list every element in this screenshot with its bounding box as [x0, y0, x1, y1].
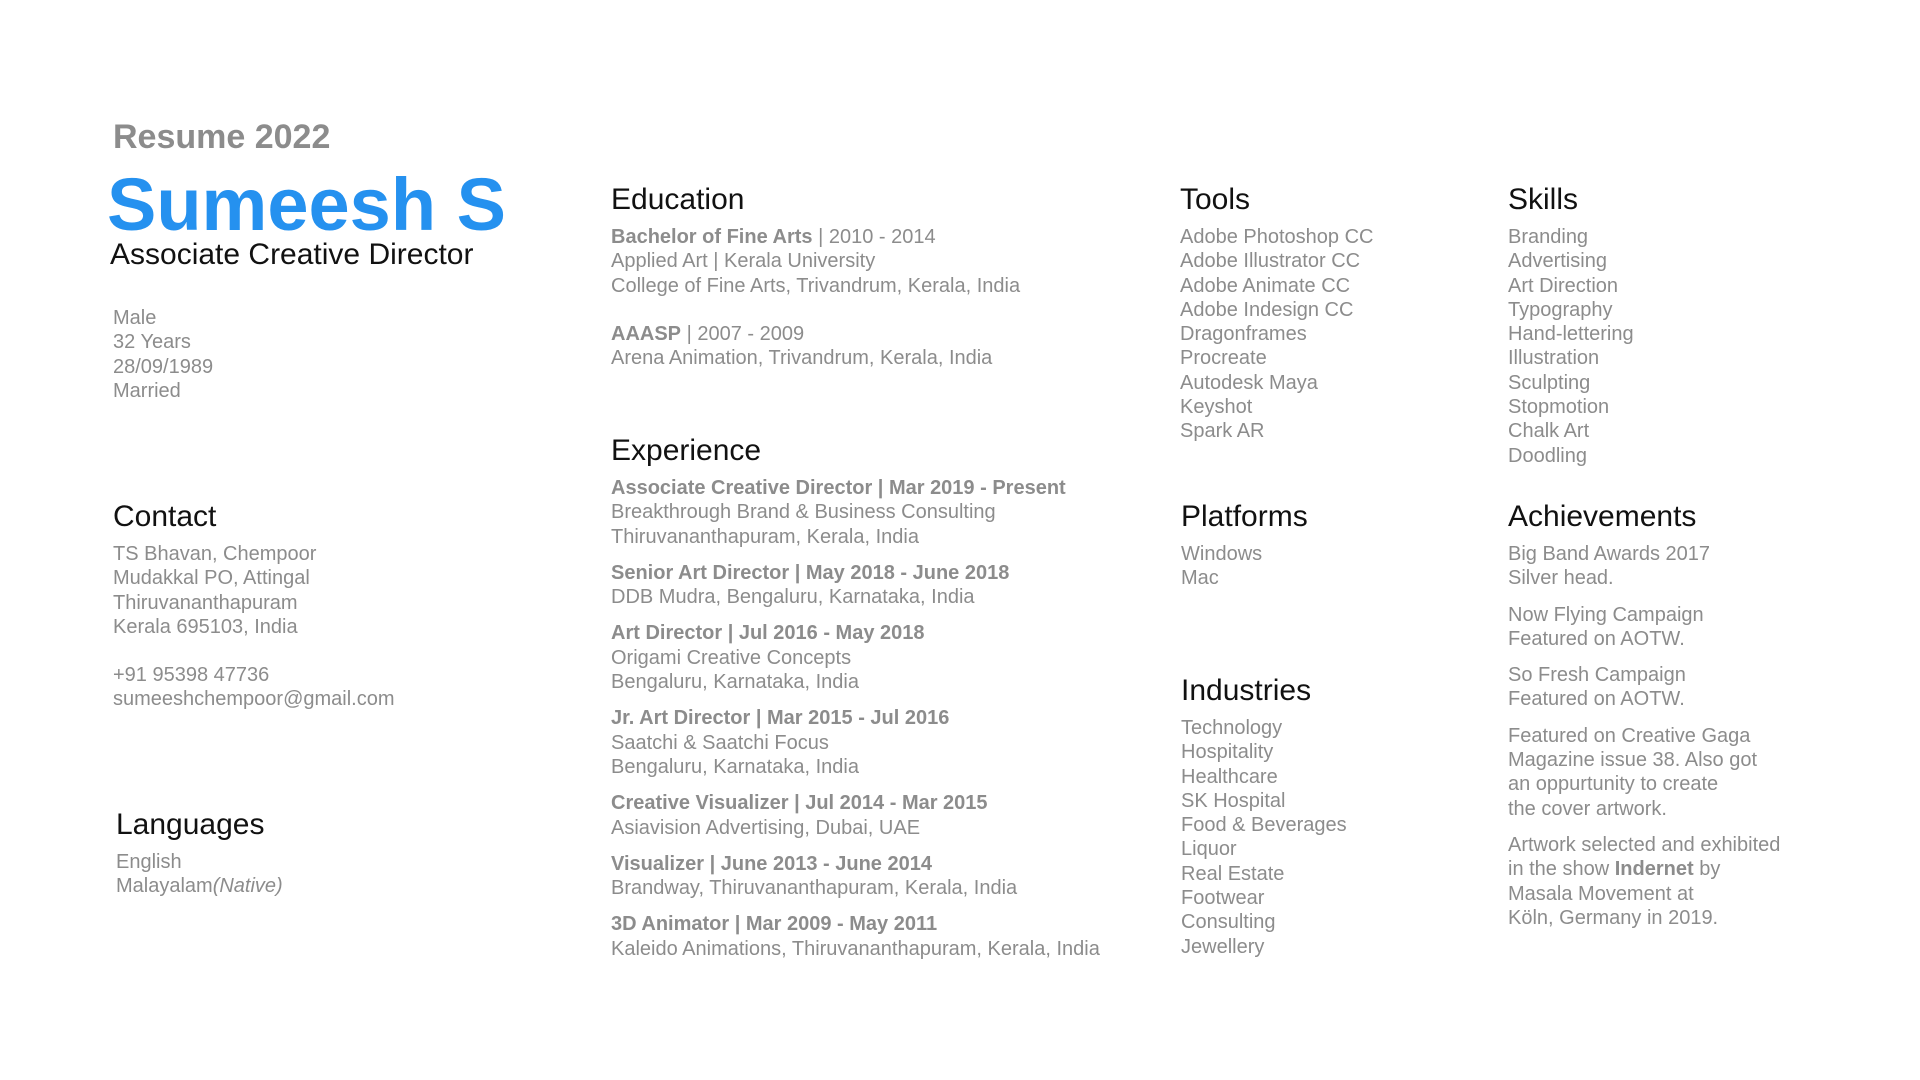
education-entry [611, 322, 1020, 371]
achievement-text: in the show [1508, 858, 1615, 881]
candidate-role: Associate Creative Director [110, 238, 474, 271]
experience-section [611, 476, 1100, 973]
achievement-line: Silver head. [1508, 567, 1614, 590]
achievements-section [1508, 542, 1780, 942]
tool-item: Adobe Indesign CC [1180, 298, 1354, 321]
industry-item: Healthcare [1181, 765, 1278, 788]
degree-name: AAASP [611, 322, 682, 345]
experience-entry [611, 621, 1100, 694]
personal-details [113, 306, 213, 403]
age: 32 Years [113, 331, 191, 354]
education-title [611, 225, 1020, 249]
education-heading: Education [611, 183, 745, 216]
skill-item: Branding [1508, 226, 1589, 248]
language-english: English [116, 851, 182, 873]
achievement-entry [1508, 542, 1780, 591]
experience-entry [611, 852, 1100, 901]
job-detail: Saatchi & Saatchi Focus [611, 731, 829, 754]
job-title: Visualizer | June 2013 - June 2014 [611, 852, 932, 875]
skills-list [1508, 225, 1634, 468]
gender: Male [113, 307, 157, 329]
degree-name: Bachelor of Fine Arts [611, 226, 813, 248]
achievement-line: Masala Movement at [1508, 882, 1694, 905]
industry-item: Hospitality [1181, 741, 1274, 764]
job-detail: Breakthrough Brand & Business Consulting [611, 501, 996, 524]
achievement-line: Featured on AOTW. [1508, 688, 1685, 711]
experience-entry [611, 561, 1100, 610]
birth-date: 28/09/1989 [113, 355, 214, 378]
education-title [611, 322, 1020, 346]
achievement-line: Köln, Germany in 2019. [1508, 906, 1719, 929]
job-title: Associate Creative Director | Mar 2019 - Present [611, 477, 1066, 499]
show-name: Indernet [1614, 858, 1694, 881]
marital-status: Married [113, 379, 181, 402]
industry-item: Food & Beverages [1181, 814, 1347, 837]
experience-entry [611, 706, 1100, 779]
tools-list [1180, 225, 1373, 444]
job-detail: Brandway, Thiruvananthapuram, Kerala, India [611, 877, 1018, 900]
achievement-line: Now Flying Campaign [1508, 603, 1704, 626]
industry-item: Footwear [1181, 887, 1265, 910]
skill-item: Chalk Art [1508, 420, 1590, 443]
achievement-line: So Fresh Campaign [1508, 664, 1686, 687]
job-detail: Kaleido Animations, Thiruvananthapuram, Kerala, India [611, 937, 1100, 960]
achievement-line: Featured on Creative Gaga [1508, 724, 1751, 747]
job-detail: Asiavision Advertising, Dubai, UAE [611, 816, 921, 839]
tool-item: Adobe Animate CC [1180, 274, 1351, 297]
skill-item: Hand-lettering [1508, 323, 1634, 346]
contact-details [113, 663, 395, 712]
degree-years: | 2010 - 2014 [812, 226, 936, 248]
achievement-line: Artwork selected and exhibited [1508, 833, 1781, 856]
skill-item: Sculpting [1508, 371, 1591, 394]
contact-section [113, 542, 395, 712]
achievement-entry [1508, 663, 1780, 712]
education-detail: College of Fine Arts, Trivandrum, Kerala, India [611, 274, 1021, 297]
platform-item: Windows [1181, 543, 1263, 565]
achievement-entry [1508, 724, 1780, 821]
job-title: Jr. Art Director | Mar 2015 - Jul 2016 [611, 707, 950, 730]
platforms-heading: Platforms [1181, 500, 1308, 533]
language-malayalam [116, 874, 283, 898]
tool-item: Autodesk Maya [1180, 371, 1318, 394]
skills-heading: Skills [1508, 183, 1579, 216]
skill-item: Stopmotion [1508, 396, 1610, 419]
platforms-list [1181, 542, 1262, 591]
industries-list [1181, 716, 1347, 959]
achievement-text: by [1693, 858, 1721, 881]
achievement-entry [1508, 833, 1780, 930]
tool-item: Dragonframes [1180, 323, 1307, 346]
job-title: Senior Art Director | May 2018 - June 2018 [611, 561, 1010, 584]
achievement-line: the cover artwork. [1508, 797, 1667, 820]
industry-item: Technology [1181, 717, 1283, 739]
experience-entry [611, 791, 1100, 840]
degree-years: | 2007 - 2009 [681, 322, 805, 345]
job-detail: DDB Mudra, Bengaluru, Karnataka, India [611, 586, 975, 609]
achievement-line [1508, 857, 1780, 881]
job-detail: Bengaluru, Karnataka, India [611, 755, 859, 778]
phone-number: +91 95398 47736 [113, 664, 270, 687]
job-detail: Origami Creative Concepts [611, 646, 852, 669]
achievement-line: Magazine issue 38. Also got [1508, 749, 1758, 772]
achievement-line: Big Band Awards 2017 [1508, 543, 1711, 565]
languages-list [116, 850, 283, 899]
industry-item: Real Estate [1181, 862, 1285, 885]
experience-heading: Experience [611, 434, 762, 467]
address-line: TS Bhavan, Chempoor [113, 543, 317, 565]
tool-item: Adobe Photoshop CC [1180, 226, 1374, 248]
achievement-line: an oppurtunity to create [1508, 773, 1719, 796]
job-title: Art Director | Jul 2016 - May 2018 [611, 622, 925, 645]
tools-heading: Tools [1180, 183, 1251, 216]
industries-heading: Industries [1181, 674, 1312, 707]
industry-item: SK Hospital [1181, 789, 1286, 812]
email-address: sumeeshchempoor@gmail.com [113, 688, 395, 711]
candidate-name: Sumeesh S [107, 163, 506, 246]
job-title: 3D Animator | Mar 2009 - May 2011 [611, 913, 938, 936]
skill-item: Illustration [1508, 347, 1600, 370]
language-name: Malayalam [116, 875, 213, 898]
education-section [611, 225, 1020, 382]
industry-item: Liquor [1181, 838, 1237, 861]
job-detail: Thiruvananthapuram, Kerala, India [611, 525, 919, 548]
achievement-line: Featured on AOTW. [1508, 627, 1685, 650]
industry-item: Jewellery [1181, 935, 1265, 958]
experience-entry [611, 912, 1100, 961]
tool-item: Keyshot [1180, 396, 1253, 419]
tool-item: Procreate [1180, 347, 1267, 370]
education-detail: Applied Art | Kerala University [611, 250, 876, 273]
native-note: (Native) [212, 875, 283, 898]
skill-item: Doodling [1508, 444, 1587, 467]
experience-entry [611, 476, 1100, 549]
job-detail: Bengaluru, Karnataka, India [611, 671, 859, 694]
industry-item: Consulting [1181, 911, 1276, 934]
tool-item: Adobe Illustrator CC [1180, 250, 1361, 273]
tool-item: Spark AR [1180, 420, 1265, 443]
address-line: Thiruvananthapuram [113, 591, 298, 614]
contact-heading: Contact [113, 500, 217, 533]
address [113, 542, 395, 639]
address-line: Kerala 695103, India [113, 615, 298, 638]
achievements-heading: Achievements [1508, 500, 1697, 533]
achievement-entry [1508, 603, 1780, 652]
job-title: Creative Visualizer | Jul 2014 - Mar 2015 [611, 792, 988, 815]
platform-item: Mac [1181, 567, 1219, 590]
resume-year-label: Resume 2022 [113, 118, 331, 156]
languages-heading: Languages [116, 808, 265, 841]
address-line: Mudakkal PO, Attingal [113, 567, 310, 590]
skill-item: Advertising [1508, 250, 1607, 273]
skill-item: Typography [1508, 298, 1613, 321]
skill-item: Art Direction [1508, 274, 1619, 297]
education-detail: Arena Animation, Trivandrum, Kerala, India [611, 347, 993, 370]
education-entry [611, 225, 1020, 298]
